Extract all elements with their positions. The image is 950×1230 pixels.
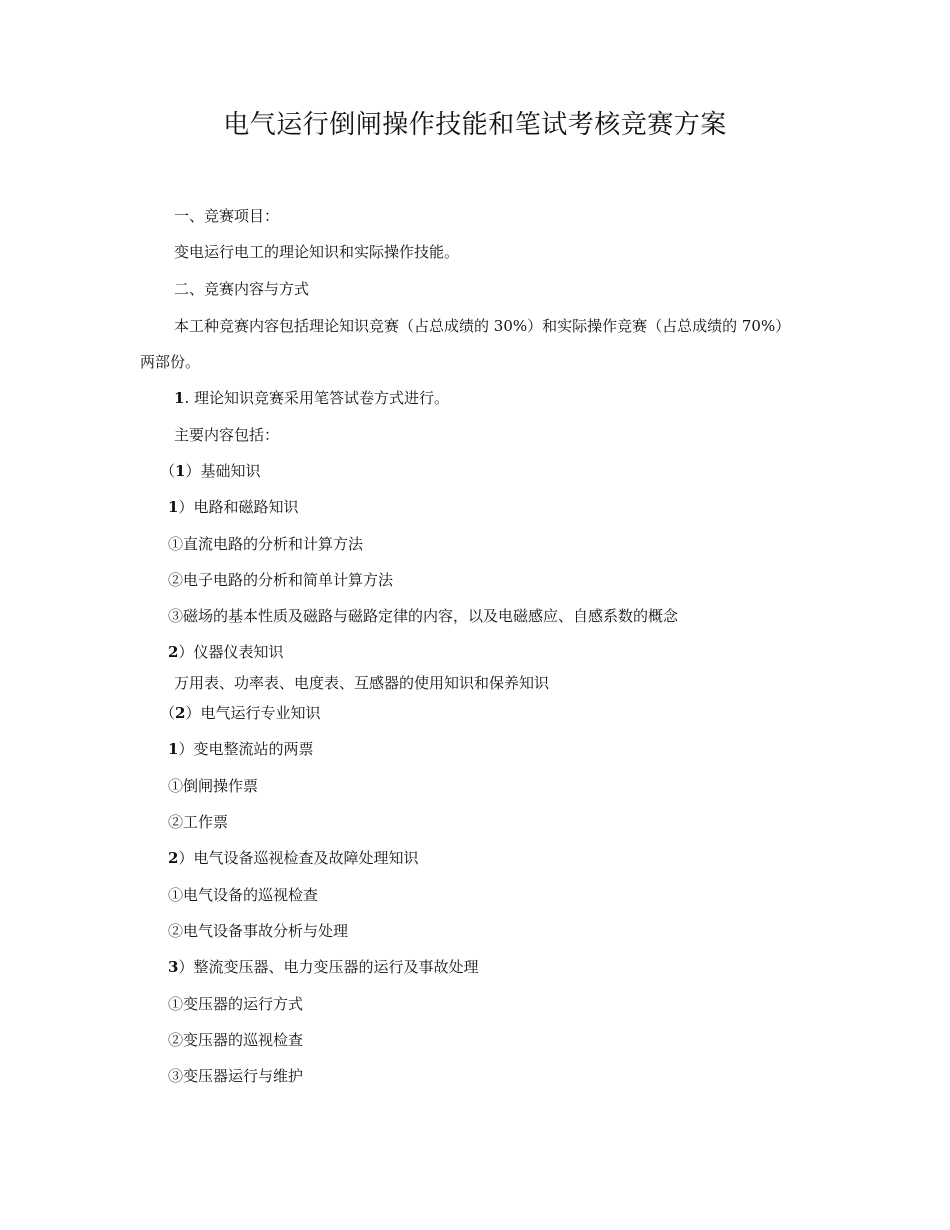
list-item: 1. 理论知识竞赛采用笔答试卷方式进行。 bbox=[174, 389, 449, 407]
list-item: 2）仪器仪表知识 bbox=[168, 643, 284, 661]
list-item: ②电气设备事故分析与处理 bbox=[168, 922, 349, 940]
list-item: ①电气设备的巡视检查 bbox=[168, 886, 319, 904]
document-title: 电气运行倒闸操作技能和笔试考核竞赛方案 bbox=[223, 110, 727, 140]
paragraph: 变电运行电工的理论知识和实际操作技能。 bbox=[174, 243, 460, 261]
list-item: （2）电气运行专业知识 bbox=[160, 704, 321, 722]
list-item: ①倒闸操作票 bbox=[168, 777, 259, 795]
list-item: ③磁场的基本性质及磁路与磁路定律的内容，以及电磁感应、自感系数的概念 bbox=[168, 607, 679, 625]
list-item: ③变压器运行与维护 bbox=[168, 1067, 304, 1085]
list-item: 2）电气设备巡视检查及故障处理知识 bbox=[168, 849, 419, 867]
list-item: （1）基础知识 bbox=[160, 462, 261, 480]
paragraph: 本工种竞赛内容包括理论知识竞赛（占总成绩的 30%）和实际操作竞赛（占总成绩的 70%） bbox=[174, 317, 791, 335]
list-item: ②工作票 bbox=[168, 813, 229, 831]
list-item: ①变压器的运行方式 bbox=[168, 995, 304, 1013]
list-item: 1）变电整流站的两票 bbox=[168, 740, 314, 758]
paragraph: 主要内容包括： bbox=[174, 426, 280, 444]
paragraph-continuation: 两部份。 bbox=[140, 353, 201, 371]
section-heading-content-and-method: 二、竞赛内容与方式 bbox=[174, 280, 310, 298]
section-heading-competition-items: 一、竞赛项目： bbox=[174, 207, 280, 225]
list-item: 1）电路和磁路知识 bbox=[168, 498, 299, 516]
list-item: 3）整流变压器、电力变压器的运行及事故处理 bbox=[168, 958, 479, 976]
paragraph: 万用表、功率表、电度表、互感器的使用知识和保养知识 bbox=[174, 674, 550, 692]
list-item: ②电子电路的分析和简单计算方法 bbox=[168, 571, 394, 589]
list-item: ①直流电路的分析和计算方法 bbox=[168, 535, 364, 553]
list-item: ②变压器的巡视检查 bbox=[168, 1031, 304, 1049]
